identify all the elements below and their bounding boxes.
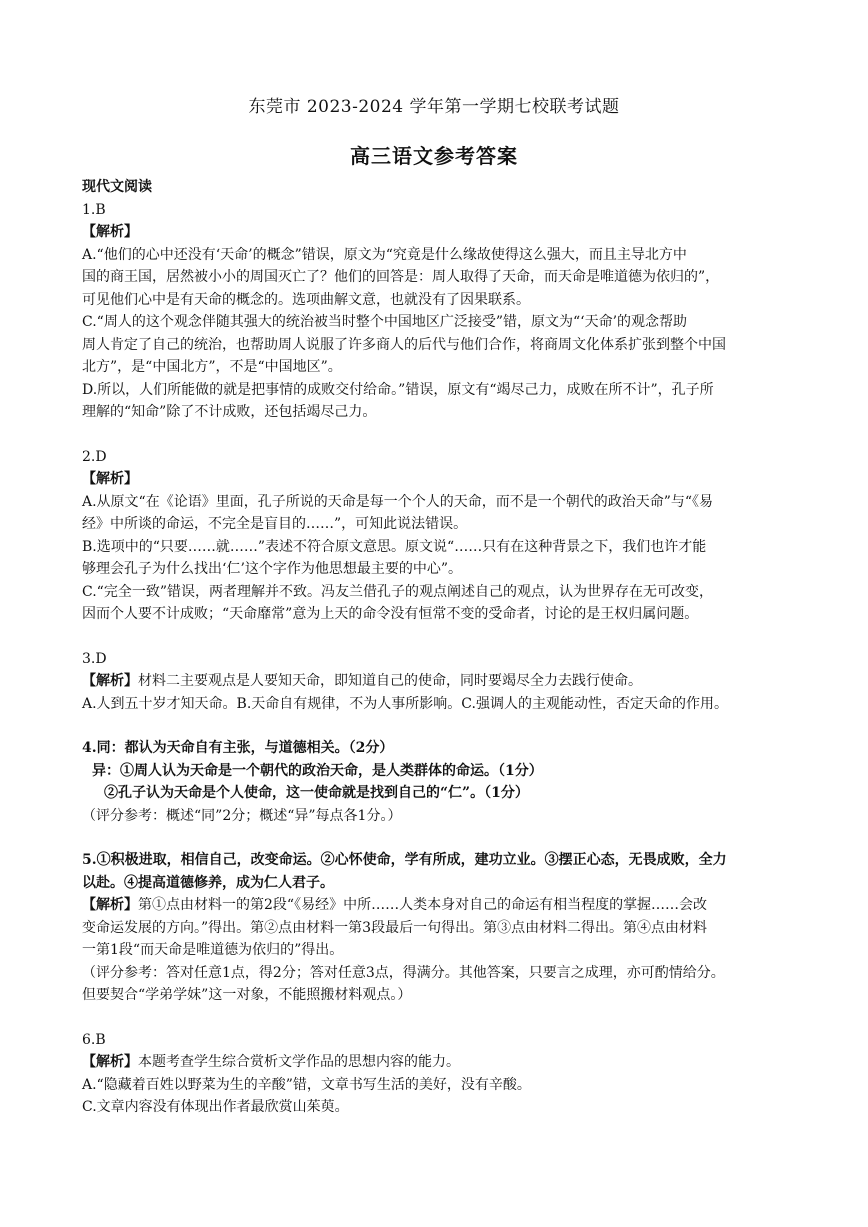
- q2-line: 因而个人要不计成败；“天命靡常”意为上天的命令没有恒常不变的受命者，讨论的是王权归属问题。: [82, 606, 699, 622]
- q1-line: 周人肯定了自己的统治，也帮助周人说服了许多商人的后代与他们合作，将商周文化体系扩张到整个中国: [82, 336, 726, 353]
- q6-line: A.“隐藏着百姓以野菜为生的辛酸”错，文章书写生活的美好，没有辛酸。: [82, 1076, 531, 1093]
- q4-same: 4.同：都认为天命自有主张，与道德相关。（2分）: [82, 740, 394, 756]
- q1-line: 国的商王国，居然被小小的周国灭亡了？他们的回答是：周人取得了天命，而天命是唯道德为依归的”，: [82, 269, 720, 285]
- q2-line: 经》中所谈的命运，不完全是盲目的……”，可知此说法错误。: [82, 516, 468, 532]
- q2-analysis-tag: 【解析】: [82, 471, 138, 487]
- q4-scoring-note: （评分参考：概述“同”2分；概述“异”每点各1分。）: [82, 807, 402, 824]
- q2-answer: 2.D: [82, 448, 107, 465]
- q4-diff-1: 异：①周人认为天命是一个朝代的政治天命，是人类群体的命运。（1分）: [92, 762, 543, 779]
- q3-line: A.人到五十岁才知天命。B.天命自有规律，不为人事所影响。C.强调人的主观能动性，否定天命的作用。: [82, 695, 728, 712]
- document-title: 东莞市 2023-2024 学年第一学期七校联考试题: [248, 97, 620, 117]
- q3-analysis-text: 材料二主要观点是人要知天命，即知道自己的使命，同时要竭尽全力去践行使命。: [138, 673, 642, 689]
- q2-line: B.选项中的“只要……就……”表述不符合原文意思。原文说“……只有在这种背景之下，我们也许才能: [82, 538, 707, 555]
- q5-analysis-text: 第①点由材料一的第2段“《易经》中所……人类本身对自己的命运有相当程度的掌握……会改: [138, 897, 708, 913]
- q5-answer-line: 以赴。④提高道德修养，成为仁人君子。: [82, 874, 334, 891]
- q2-line: C.“完全一致”错误，两者理解并不致。冯友兰借孔子的观点阐述自己的观点，认为世界存在无可改变，: [82, 583, 713, 600]
- q4-diff-2: ②孔子认为天命是个人使命，这一使命就是找到自己的“仁”。（1分）: [104, 785, 529, 801]
- q1-line: A.“他们的心中还没有‘天命’的概念”错误，原文为“究竟是什么缘故使得这么强大，而且主导北方中: [82, 246, 687, 263]
- q1-line: D.所以，人们所能做的就是把事情的成败交付给命。”错误，原文有“竭尽己力，成败在所不计”，孔子所: [82, 381, 714, 398]
- q3-analysis-tag: 【解析】: [82, 673, 138, 689]
- q3-answer: 3.D: [82, 650, 107, 667]
- q5-line: 但要契合“学弟学妹”这一对象，不能照搬材料观点。）: [82, 987, 412, 1003]
- q1-answer: 1.B: [82, 201, 106, 218]
- q2-line: 够理会孔子为什么找出‘仁’这个字作为他思想最主要的中心”。: [82, 561, 463, 577]
- q2-line: A.从原文“在《论语》里面，孔子所说的天命是每一个个人的天命，而不是一个朝代的政治天命”与“《易: [82, 493, 714, 510]
- q1-line: C.“周人的这个观念伴随其强大的统治被当时整个中国地区广泛接受”错，原文为“‘天命’的观念帮助: [82, 314, 688, 330]
- q3-analysis-line: [82, 670, 794, 693]
- q1-line: 理解的“知命”除了不计成败，还包括竭尽己力。: [82, 404, 377, 420]
- q5-analysis-line: [82, 894, 794, 917]
- q6-analysis-line: [82, 1051, 794, 1074]
- question-6: [82, 1029, 794, 1119]
- section-heading: 现代文阅读: [82, 179, 152, 195]
- question-4: [82, 737, 794, 827]
- question-1: [82, 199, 794, 424]
- answer-content: [82, 176, 794, 1119]
- q6-line: C.文章内容没有体现出作者最欣赏山茱萸。: [82, 1099, 349, 1115]
- q5-line: 变命运发展的方向。”得出。第②点由材料一第3段最后一句得出。第③点由材料二得出。第④点由材料: [82, 919, 708, 936]
- q1-line: 北方”，是“中国北方”，不是“中国地区”。: [82, 359, 342, 375]
- q1-analysis-tag: 【解析】: [82, 224, 138, 240]
- document-subtitle: 高三语文参考答案: [350, 144, 518, 168]
- q5-answer-line: 5.①积极进取，相信自己，改变命运。②心怀使命，学有所成，建功立业。③摆正心态，无畏成败，全力: [82, 852, 727, 868]
- q6-analysis-text: 本题考查学生综合赏析文学作品的思想内容的能力。: [138, 1054, 460, 1070]
- q6-answer: 6.B: [82, 1031, 106, 1048]
- question-2: [82, 446, 794, 626]
- q5-line: 一第1段“而天命是唯道德为依归的”得出。: [82, 942, 344, 958]
- q1-line: 可见他们心中是有天命的概念的。选项曲解文意，也就没有了因果联系。: [82, 291, 530, 308]
- q6-analysis-tag: 【解析】: [82, 1054, 138, 1070]
- q5-line: （评分参考：答对任意1点，得2分；答对任意3点，得满分。其他答案，只要言之成理，亦可酌情给分。: [82, 964, 725, 981]
- question-3: [82, 648, 794, 716]
- question-5: [82, 849, 794, 1007]
- q5-analysis-tag: 【解析】: [82, 897, 138, 913]
